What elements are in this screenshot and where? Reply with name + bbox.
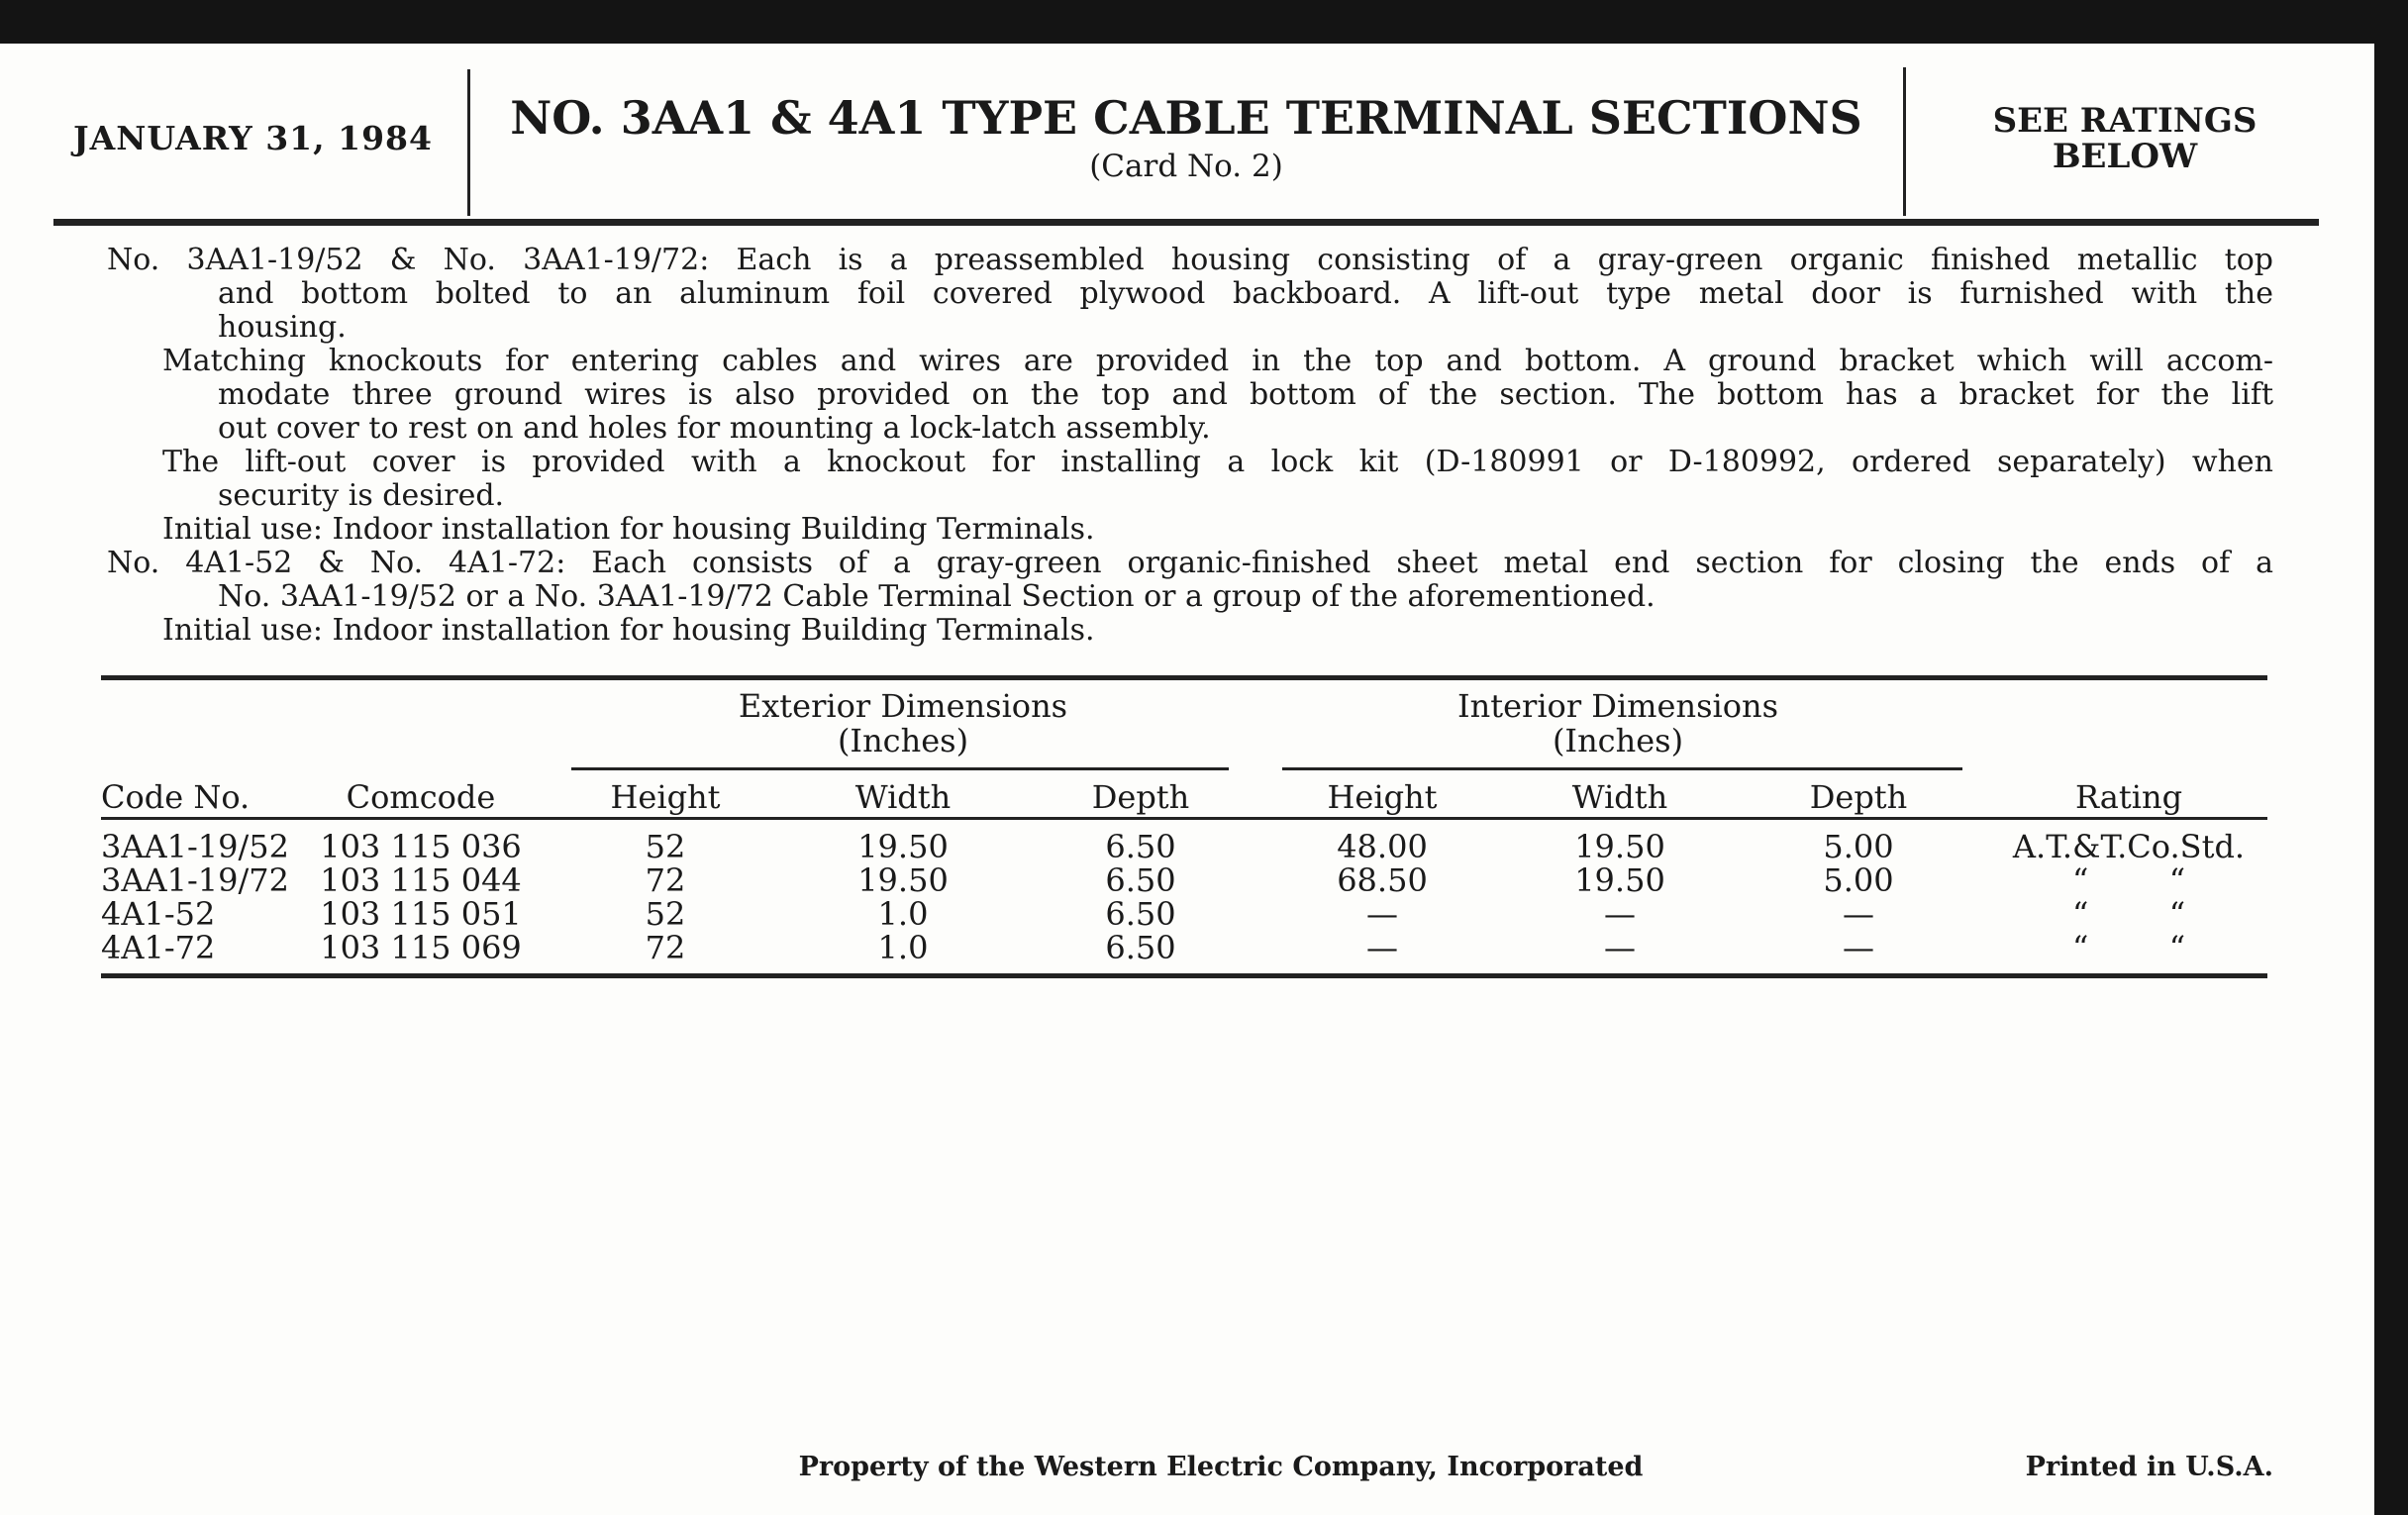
ratings-line: BELOW [2052,137,2198,176]
cell-code-no: 3AA1-19/52 [101,828,289,865]
footer-property: Property of the Western Electric Company, Incorporated [798,1452,1644,1482]
cell-comcode: 103 115 051 [320,895,522,933]
cell-code-no: 3AA1-19/72 [101,861,289,899]
cell-comcode: 103 115 036 [320,828,522,865]
column-header-ext-width: Width [854,778,952,816]
cell-rating: “ “ [2071,861,2186,899]
group-header-unit: (Inches) [1552,722,1684,759]
scan-border-right [2374,0,2408,1515]
table-bottom-rule [101,973,2267,978]
header-underline [101,817,2267,820]
cell-ext-depth: 6.50 [1105,861,1176,899]
cell-int-depth: — [1843,895,1874,933]
cell-int-height: — [1366,895,1398,933]
group-rule [571,767,1229,770]
text-line: Initial use: Indoor installation for housing Building Terminals. [162,512,1095,547]
cell-ext-width: 19.50 [857,828,949,865]
column-header-int-width: Width [1571,778,1668,816]
ratings-note [1907,103,2343,174]
cell-ext-depth: 6.50 [1105,895,1176,933]
cell-comcode: 103 115 069 [320,929,522,966]
cell-int-width: — [1604,895,1636,933]
cell-int-depth: 5.00 [1823,861,1894,899]
text-line: The lift-out cover is provided with a knockout for installing a lock kit (D-180991 or D-180992, ordered separately) when [162,445,2273,479]
table-top-rule [101,675,2267,680]
header-divider [1903,67,1906,216]
column-header-int-depth: Depth [1809,778,1908,816]
text-line: security is desired. [218,478,505,513]
group-header-unit: (Inches) [837,722,969,759]
cell-ext-depth: 6.50 [1105,929,1176,966]
group-rule [1282,767,1962,770]
cell-ext-height: 52 [645,895,686,933]
column-header-code-no: Code No. [101,778,251,816]
cell-comcode: 103 115 044 [320,861,522,899]
card-date: JANUARY 31, 1984 [73,119,433,157]
column-header-int-height: Height [1327,778,1438,816]
cell-rating: “ “ [2071,929,2186,966]
cell-int-height: 68.50 [1337,861,1428,899]
card-number: (Card No. 2) [1089,149,1283,184]
scan-border-top [0,0,2408,44]
cell-int-depth: 5.00 [1823,828,1894,865]
column-header-ext-depth: Depth [1091,778,1190,816]
text-line: No. 3AA1-19/52 or a No. 3AA1-19/72 Cable Terminal Section or a group of the aforementioned. [218,579,1656,614]
text-line: Initial use: Indoor installation for housing Building Terminals. [162,613,1095,648]
column-header-comcode: Comcode [346,778,496,816]
cell-ext-width: 19.50 [857,861,949,899]
cell-int-width: 19.50 [1574,861,1665,899]
cell-rating: “ “ [2071,895,2186,933]
cell-int-depth: — [1843,929,1874,966]
group-header-exterior: Exterior Dimensions [738,687,1068,725]
cell-ext-height: 52 [645,828,686,865]
cell-ext-width: 1.0 [877,929,929,966]
text-line: housing. [218,310,347,345]
cell-code-no: 4A1-72 [101,929,216,966]
text-line: out cover to rest on and holes for mounting a lock-latch assembly. [218,411,1211,446]
page-title: NO. 3AA1 & 4A1 TYPE CABLE TERMINAL SECTIONS [510,91,1862,145]
cell-int-height: 48.00 [1337,828,1428,865]
cell-ext-width: 1.0 [877,895,929,933]
ratings-line: SEE RATINGS [1992,101,2258,141]
text-line: No. 4A1-52 & No. 4A1-72: Each consists of a gray-green organic-finished sheet metal end section for closing the ends of a [107,546,2273,580]
cell-rating: A.T.&T.Co.Std. [2012,828,2246,865]
cell-ext-height: 72 [645,929,686,966]
description [107,244,2273,648]
cell-code-no: 4A1-52 [101,895,216,933]
cell-int-height: — [1366,929,1398,966]
column-header-ext-height: Height [610,778,721,816]
group-header-interior: Interior Dimensions [1456,687,1779,725]
cell-int-width: — [1604,929,1636,966]
cell-ext-height: 72 [645,861,686,899]
text-line: No. 3AA1-19/52 & No. 3AA1-19/72: Each is a preassembled housing consisting of a gray-green organic finished metallic top [107,243,2273,277]
text-line: modate three ground wires is also provided on the top and bottom of the section. The bottom has a bracket for the lift [218,377,2273,412]
text-line: and bottom bolted to an aluminum foil covered plywood backboard. A lift-out type metal door is furnished with the [218,276,2273,311]
column-header-rating: Rating [2074,778,2183,816]
cell-int-width: 19.50 [1574,828,1665,865]
footer-printed: Printed in U.S.A. [2025,1452,2273,1482]
text-line: Matching knockouts for entering cables and wires are provided in the top and bottom. A ground bracket which will accom- [162,344,2273,378]
cell-ext-depth: 6.50 [1105,828,1176,865]
header-rule [53,219,2319,226]
